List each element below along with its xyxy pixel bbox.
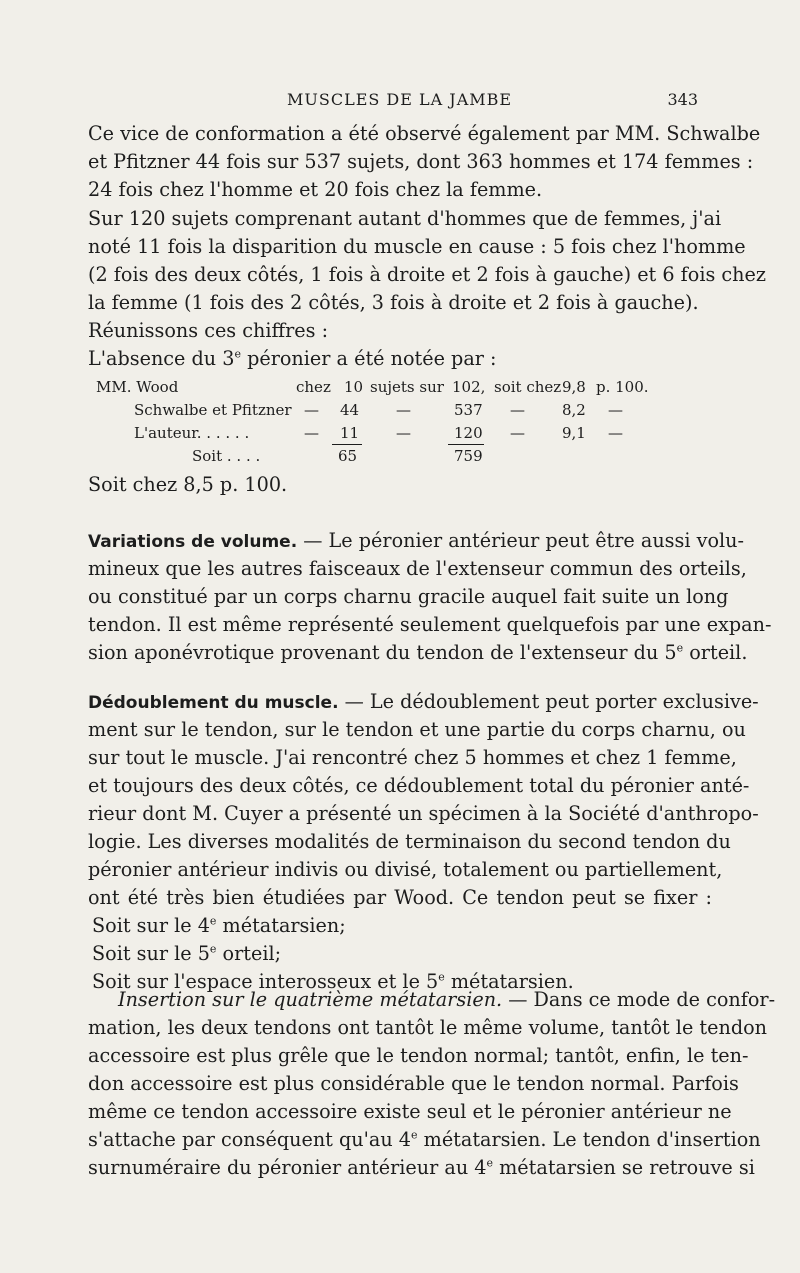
text-line: accessoire est plus grêle que le tendon normal; tantôt, enfin, le ten- [88, 1044, 749, 1067]
section-heading: Dédoublement du muscle. [88, 693, 339, 713]
table-total-row [96, 445, 656, 467]
row-soit: — [510, 424, 525, 442]
text-line: ont été très bien étudiées par Wood. Ce tendon peut se fixer : [88, 886, 712, 909]
text-line: noté 11 fois la disparition du muscle en cause : 5 fois chez l'homme [88, 235, 746, 258]
total-count: 65 [338, 447, 358, 465]
text-line: ou constitué par un corps charnu gracile auquel fait suite un long [88, 585, 729, 608]
text-line: tendon. Il est même représenté seulement quelquefois par une expan- [88, 613, 772, 636]
row-sujets: sujets sur [370, 378, 444, 396]
text-line: mation, les deux tendons ont tantôt le même volume, tantôt le tendon [88, 1016, 768, 1039]
text-span: sion aponévrotique provenant du tendon de l'extenseur du 5 [88, 641, 677, 664]
row-total: 102, [452, 378, 486, 396]
row-total: 120 [454, 424, 483, 442]
text-span: Soit sur l'espace interosseux et le 5 [92, 970, 439, 993]
text-line [88, 527, 744, 555]
text-line [88, 1126, 761, 1154]
text-span: s'attache par conséquent qu'au 4 [88, 1128, 412, 1151]
row-count: 11 [340, 424, 360, 442]
row-unit: — [608, 424, 623, 442]
superscript: e [234, 347, 241, 361]
text-span: — Dans ce mode de confor- [502, 988, 776, 1011]
list-item [92, 940, 716, 968]
row-total: 537 [454, 401, 483, 419]
text-span: — Le dédoublement peut porter exclusive- [338, 690, 759, 713]
row-soit: — [510, 401, 525, 419]
row-soit: soit chez [494, 378, 562, 396]
text-line [88, 688, 759, 716]
row-unit: p. 100. [596, 378, 649, 396]
text-line: sur tout le muscle. J'ai rencontré chez 5 hommes et chez 1 femme, [88, 746, 737, 769]
row-count: 10 [344, 378, 364, 396]
table-row [96, 399, 656, 421]
text-line: logie. Les diverses modalités de terminaison du second tendon du [88, 830, 731, 853]
row-sujets: — [396, 424, 411, 442]
running-title: MUSCLES DE LA JAMBE [287, 90, 513, 109]
text-line [88, 345, 712, 373]
row-count: 44 [340, 401, 360, 419]
text-line: don accessoire est plus considérable que le tendon normal. Parfois [88, 1072, 739, 1095]
row-percent: 8,2 [562, 401, 586, 419]
text-span: surnuméraire du péronier antérieur au 4 [88, 1156, 487, 1179]
text-span: orteil; [216, 942, 282, 965]
row-percent: 9,8 [562, 378, 586, 396]
total-sujets: 759 [454, 447, 483, 465]
text-line: Réunissons ces chiffres : [88, 319, 329, 342]
text-span: métatarsien se retrouve si [493, 1156, 755, 1179]
row-name: L'auteur. . . . . . [134, 424, 250, 442]
running-header [90, 90, 710, 114]
text-line [88, 986, 776, 1014]
text-line: Sur 120 sujets comprenant autant d'hommes que de femmes, j'ai [88, 207, 722, 230]
superscript: e [411, 1128, 418, 1142]
text-span: Soit sur le 4 [92, 914, 210, 937]
row-name: MM. Wood [96, 378, 179, 396]
text-span: orteil. [683, 641, 748, 664]
row-chez: — [304, 424, 319, 442]
text-span: Soit sur le 5 [92, 942, 210, 965]
text-line [88, 639, 748, 667]
superscript: e [209, 942, 217, 956]
text-line: rieur dont M. Cuyer a présenté un spécimen à la Société d'anthropo- [88, 802, 759, 825]
table-row [96, 376, 656, 398]
list-item [92, 912, 716, 940]
page-number: 343 [667, 90, 698, 109]
text-line: (2 fois des deux côtés, 1 fois à droite et 2 fois à gauche) et 6 fois chez [88, 263, 766, 286]
text-line [88, 1154, 755, 1182]
text-span: péronier a été notée par : [240, 347, 497, 370]
text-line: même ce tendon accessoire existe seul et le péronier antérieur ne [88, 1100, 732, 1123]
text-line: Ce vice de conformation a été observé également par MM. Schwalbe [88, 122, 761, 145]
table-row [96, 422, 656, 444]
text-line: mineux que les autres faisceaux de l'extenseur commun des orteils, [88, 557, 747, 580]
total-label: Soit . . . . [192, 447, 261, 465]
text-line: ment sur le tendon, sur le tendon et une partie du corps charnu, ou [88, 718, 746, 741]
superscript: e [209, 914, 217, 928]
row-unit: — [608, 401, 623, 419]
section-heading: Variations de volume. [88, 532, 298, 552]
row-chez: chez [296, 378, 331, 396]
row-chez: — [304, 401, 319, 419]
row-percent: 9,1 [562, 424, 586, 442]
text-span: métatarsien. [444, 970, 574, 993]
section-heading-italic: Insertion sur le quatrième métatarsien. [118, 988, 503, 1011]
text-span: L'absence du 3 [88, 347, 235, 370]
text-span: — Le péronier antérieur peut être aussi volu- [297, 529, 744, 552]
text-line: 24 fois chez l'homme et 20 fois chez la femme. [88, 178, 543, 201]
text-span: métatarsien; [216, 914, 346, 937]
superscript: e [438, 970, 445, 984]
text-line: Soit chez 8,5 p. 100. [88, 473, 288, 496]
superscript: e [676, 641, 684, 655]
text-line: et Pfitzner 44 fois sur 537 sujets, dont 363 hommes et 174 femmes : [88, 150, 754, 173]
row-name: Schwalbe et Pfitzner [134, 401, 292, 419]
text-span: métatarsien. Le tendon d'insertion [417, 1128, 761, 1151]
row-sujets: — [396, 401, 411, 419]
superscript: e [486, 1156, 494, 1170]
text-line: la femme (1 fois des 2 côtés, 3 fois à droite et 2 fois à gauche). [88, 291, 699, 314]
text-line: et toujours des deux côtés, ce dédoublement total du péronier anté- [88, 774, 750, 797]
text-line: péronier antérieur indivis ou divisé, totalement ou partiellement, [88, 858, 723, 881]
